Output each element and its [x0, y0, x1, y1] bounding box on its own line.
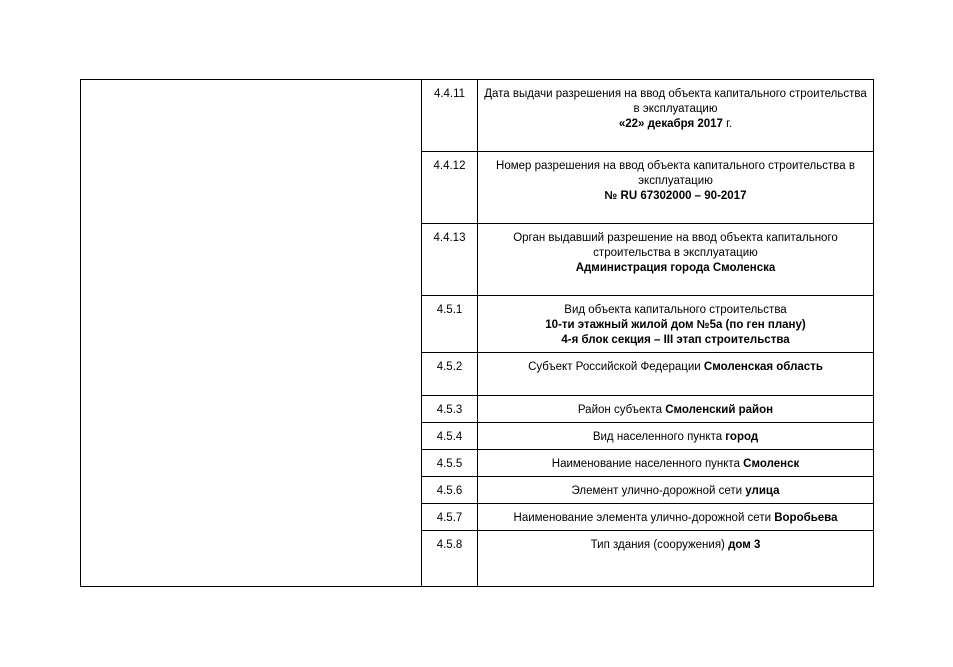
row-number: 4.5.8 [422, 531, 478, 587]
row-content [478, 396, 874, 423]
row-content [478, 296, 874, 353]
row-label: Наименование населенного пункта [551, 458, 744, 470]
row-number: 4.5.1 [422, 296, 478, 353]
row-number: 4.4.13 [422, 224, 478, 296]
row-value: «22» декабря 2017 [618, 118, 723, 130]
row-content [478, 504, 874, 531]
row-value: дом 3 [728, 539, 761, 551]
row-value-second: 4-я блок секция – III этап строительства [561, 334, 790, 346]
row-value: № RU 67302000 – 90-2017 [604, 190, 747, 202]
row-content [478, 353, 874, 396]
row-value: Смоленский район [665, 404, 774, 416]
row-label: Вид населенного пункта [592, 431, 726, 443]
row-value: улица [745, 485, 780, 497]
row-number: 4.4.12 [422, 152, 478, 224]
row-number: 4.5.5 [422, 450, 478, 477]
row-value: Воробьева [774, 512, 838, 524]
row-value: Смоленская область [703, 361, 823, 373]
row-label: Вид объекта капитального строительства [564, 304, 787, 316]
row-label: Субъект Российской Федерации [528, 361, 704, 373]
row-value: 10-ти этажный жилой дом №5а (по ген плану) [545, 319, 806, 331]
row-content [478, 531, 874, 587]
row-number: 4.5.3 [422, 396, 478, 423]
row-label: Наименование элемента улично-дорожной сети [513, 512, 775, 524]
row-label: Район субъекта [577, 404, 666, 416]
row-content [478, 152, 874, 224]
row-content [478, 224, 874, 296]
row-number: 4.5.7 [422, 504, 478, 531]
row-value: город [725, 431, 759, 443]
row-number: 4.5.2 [422, 353, 478, 396]
row-label: Номер разрешения на ввод объекта капитального строительства в эксплуатацию [496, 160, 855, 187]
row-number: 4.5.4 [422, 423, 478, 450]
row-label: Элемент улично-дорожной сети [571, 485, 746, 497]
empty-left-cell [81, 80, 422, 587]
project-declaration-table [80, 79, 874, 587]
row-label: Тип здания (сооружения) [590, 539, 729, 551]
row-label: Дата выдачи разрешения на ввод объекта капитального строительства в эксплуатацию [484, 88, 867, 115]
row-value-suffix: г. [722, 118, 733, 130]
row-label: Орган выдавший разрешение на ввод объекта капитального строительства в эксплуатацию [513, 232, 838, 259]
table-row [81, 80, 874, 152]
row-value: Администрация города Смоленска [575, 262, 776, 274]
row-content [478, 423, 874, 450]
row-value: Смоленск [743, 458, 800, 470]
row-number: 4.5.6 [422, 477, 478, 504]
row-content [478, 450, 874, 477]
row-content [478, 80, 874, 152]
row-number: 4.4.11 [422, 80, 478, 152]
row-content [478, 477, 874, 504]
